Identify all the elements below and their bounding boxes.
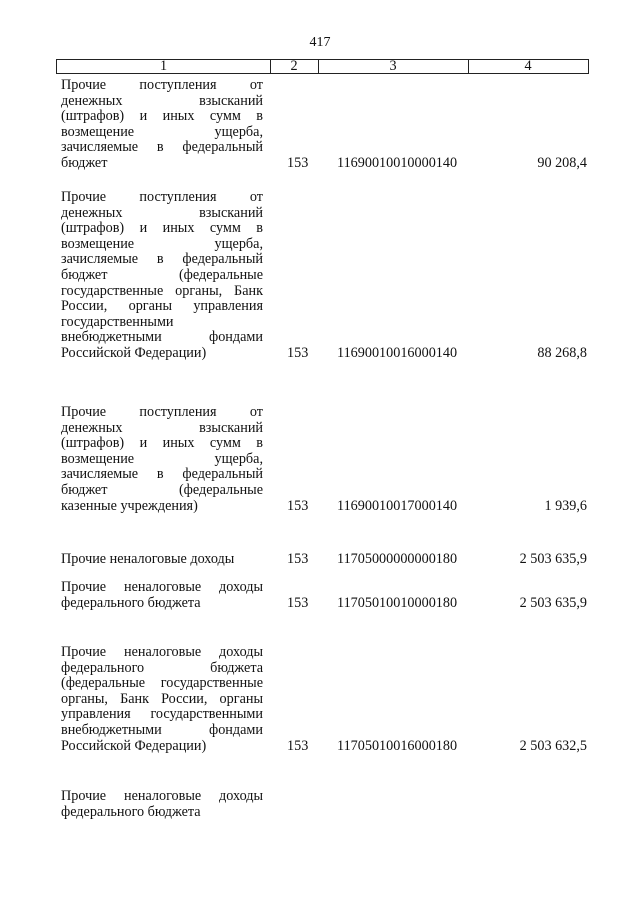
description-line: бюджет (федеральные [61,266,263,283]
description-line: федерального бюджета [61,803,201,820]
amount: 2 503 635,9 [519,594,587,611]
budget-code: 11705010016000180 [337,737,458,754]
description-line: возмещение ущерба, [61,123,263,140]
description-line: (федеральные государственные [61,675,263,692]
admin-code: 153 [287,497,309,514]
description-line: Российской Федерации) [61,737,207,754]
admin-code: 153 [287,551,309,567]
budget-code: 11690010017000140 [337,497,458,514]
amount: 2 503 632,5 [519,737,587,754]
header-col-4: 4 [524,58,532,74]
admin-code: 153 [287,594,309,611]
description-line: возмещение ущерба, [61,235,263,252]
description-line: России, органы управления [61,298,263,315]
row-description [61,580,263,611]
description-line: (штрафов) и иных сумм в [61,220,263,237]
description-line: органы, Банк России, органы [61,690,263,707]
description-line: Прочие поступления от [61,77,263,93]
amount: 90 208,4 [537,155,587,171]
description-line: внебюджетными фондами [61,721,263,738]
description-line: Прочие неналоговые доходы [61,644,263,660]
admin-code: 153 [287,737,309,754]
row-description [61,78,263,172]
header-col-3: 3 [318,60,469,73]
description-line: денежных взысканий [61,419,263,436]
admin-code: 153 [287,155,309,171]
description-line: зачисляемые в федеральный [61,466,263,483]
page-number: 417 [309,35,331,50]
description-line: бюджет (федеральные [61,481,263,498]
header-col-1: 1 [57,60,271,73]
description-line: Российской Федерации) [61,344,207,361]
row-description [61,190,263,362]
header-col-2: 2 [270,60,319,73]
row-description [61,552,263,568]
description-line: казенные учреждения) [61,497,198,514]
description-line: Прочие неналоговые доходы [61,551,235,567]
description-line: денежных взысканий [61,92,263,109]
budget-code: 11705010010000180 [337,594,458,611]
budget-code: 11690010016000140 [337,345,458,361]
description-line: зачисляемые в федеральный [61,251,263,268]
row-description [61,645,263,754]
description-line: Прочие неналоговые доходы [61,579,263,595]
table-header [56,59,589,74]
admin-code: 153 [287,345,309,361]
description-line: государственными [61,313,174,330]
budget-code: 11690010010000140 [337,155,458,171]
budget-code: 11705000000000180 [337,551,458,567]
description-line: Прочие неналоговые доходы [61,788,263,804]
description-line: зачисляемые в федеральный [61,139,263,156]
description-line: денежных взысканий [61,204,263,221]
amount: 88 268,8 [537,345,587,361]
description-line: государственные органы, Банк [61,282,263,299]
description-line: управления государственными [61,706,263,723]
amount: 1 939,6 [544,497,587,514]
row-description [61,405,263,514]
description-line: возмещение ущерба, [61,450,263,467]
description-line: Прочие поступления от [61,189,263,205]
description-line: (штрафов) и иных сумм в [61,108,263,125]
amount: 2 503 635,9 [519,551,587,567]
description-line: федерального бюджета [61,659,263,676]
description-line: бюджет [61,154,108,171]
description-line: (штрафов) и иных сумм в [61,435,263,452]
description-line: Прочие поступления от [61,404,263,420]
row-description [61,789,263,820]
description-line: внебюджетными фондами [61,329,263,346]
description-line: федерального бюджета [61,594,201,611]
